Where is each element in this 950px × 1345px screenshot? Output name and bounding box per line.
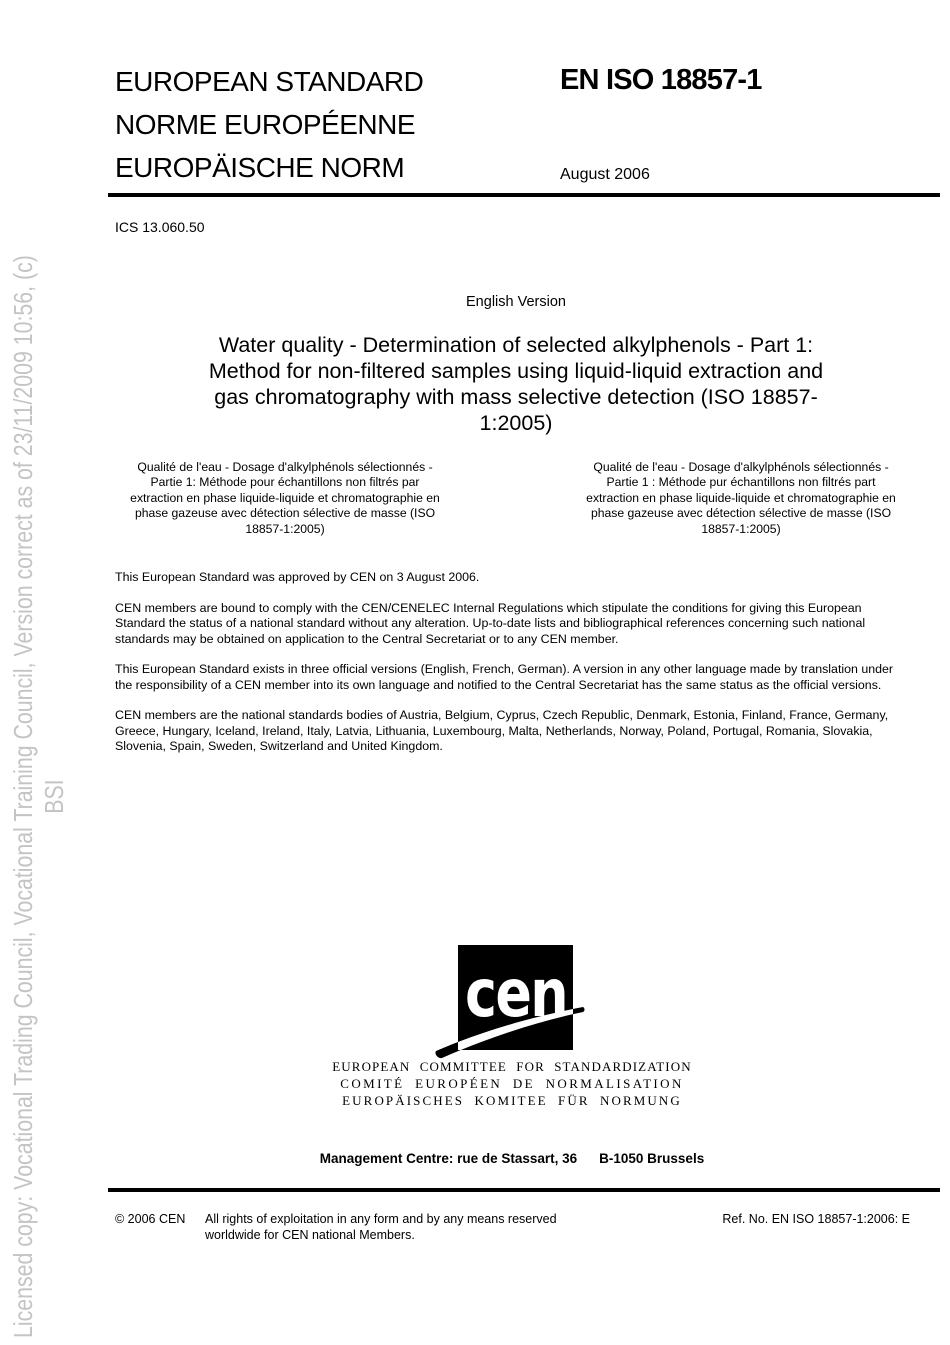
committee-name-english: EUROPEAN COMMITTEE FOR STANDARDIZATION bbox=[332, 1059, 692, 1074]
translation-line: phase gazeuse avec détection sélective de masse (ISO bbox=[134, 506, 436, 521]
copyright-notice: © 2006 CEN bbox=[115, 1212, 186, 1226]
license-watermark-line1: Licensed copy: Vocational Trading Council, Vocational Training Council, Version correct as of 23/11/2009 10:56, (c) bbox=[8, 255, 38, 1338]
license-watermark-line2: BSI bbox=[38, 779, 69, 814]
document-title bbox=[100, 332, 932, 436]
committee-names bbox=[92, 1058, 932, 1109]
translation-line: 18857-1:2005) bbox=[245, 521, 325, 536]
standard-type-french: NORME EUROPÉENNE bbox=[115, 109, 416, 140]
standard-type-german: EUROPÄISCHE NORM bbox=[115, 152, 405, 183]
publication-date: August 2006 bbox=[560, 166, 650, 183]
license-watermark bbox=[8, 255, 69, 1338]
standard-number: EN ISO 18857-1 bbox=[560, 64, 762, 96]
committee-name-french: COMITÉ EUROPÉEN DE NORMALISATION bbox=[340, 1076, 684, 1091]
document-title-line: Water quality - Determination of selected alkylphenols - Part 1: bbox=[218, 333, 814, 357]
body-paragraphs bbox=[115, 570, 905, 770]
members-paragraph: CEN members are the national standards bodies of Austria, Belgium, Cyprus, Czech Republic, Denmark, Estonia, Finland, France, Germany, Greece, Hungary, Iceland, Ireland, Italy, Latvia, Lithuania, Luxembourg, Malta, Netherlands, Norway, Poland, Portugal, Romania, Slovakia, Slovenia, Spain, Sweden, Switzerland and United Kingdom. bbox=[115, 708, 889, 753]
header-rule bbox=[108, 193, 940, 197]
translation-french-left bbox=[100, 460, 470, 537]
management-centre-street: Management Centre: rue de Stassart, 36 bbox=[319, 1151, 578, 1166]
translation-french-right bbox=[556, 460, 926, 537]
regulations-paragraph: CEN members are bound to comply with the CEN/CENELEC Internal Regulations which stipulate the conditions for giving this European Standard the status of a national standard without any alteration. Up-to-date lists and bibliographical references concerning such national standards may be obtained on application to the Central Secretariat or to any CEN member. bbox=[115, 600, 866, 646]
rights-statement-line: All rights of exploitation in any form and by any means reserved bbox=[205, 1212, 557, 1226]
translation-line: extraction en phase liquide-liquide et chromatographie en bbox=[130, 490, 440, 505]
translation-line: 18857-1:2005) bbox=[701, 521, 781, 536]
translation-line: Partie 1 : Méthode pur échantillons non filtrés part bbox=[606, 475, 876, 490]
rights-statement-line: worldwide for CEN national Members. bbox=[205, 1227, 415, 1242]
translation-line: Qualité de l'eau - Dosage d'alkylphénols sélectionnés - bbox=[137, 460, 433, 474]
document-title-line: 1:2005) bbox=[479, 411, 553, 435]
management-centre-city: B-1050 Brussels bbox=[599, 1151, 705, 1166]
standard-type-english: EUROPEAN STANDARD bbox=[115, 66, 424, 97]
translation-line: Qualité de l'eau - Dosage d'alkylphénols sélectionnés - bbox=[593, 460, 889, 474]
ics-code: ICS 13.060.50 bbox=[115, 219, 205, 235]
document-title-line: gas chromatography with mass selective detection (ISO 18857- bbox=[214, 385, 818, 409]
management-centre-address bbox=[92, 1151, 932, 1166]
cen-logo-text: cen bbox=[465, 955, 567, 1032]
document-title-line: Method for non-filtered samples using liquid-liquid extraction and bbox=[208, 359, 824, 383]
rights-statement bbox=[205, 1212, 557, 1243]
translation-line: extraction en phase liquide-liquide et chromatographie en bbox=[586, 490, 896, 505]
versions-paragraph: This European Standard exists in three official versions (English, French, German). A version in any other language made by translation under the responsibility of a CEN member into its own language and notified to the Central Secretariat has the same status as the official versions. bbox=[115, 662, 894, 692]
version-label: English Version bbox=[466, 294, 566, 310]
committee-name-german: EUROPÄISCHES KOMITEE FÜR NORMUNG bbox=[342, 1093, 682, 1108]
standard-type-titles bbox=[115, 60, 423, 189]
translation-line: phase gazeuse avec détection sélective de masse (ISO bbox=[590, 506, 892, 521]
cen-logo-icon bbox=[430, 938, 590, 1065]
translation-line: Partie 1: Méthode pour échantillons non filtrés par bbox=[150, 475, 420, 490]
footer-rule bbox=[108, 1188, 940, 1192]
reference-number: Ref. No. EN ISO 18857-1:2006: E bbox=[722, 1212, 910, 1226]
approval-paragraph: This European Standard was approved by CEN on 3 August 2006. bbox=[115, 570, 480, 584]
